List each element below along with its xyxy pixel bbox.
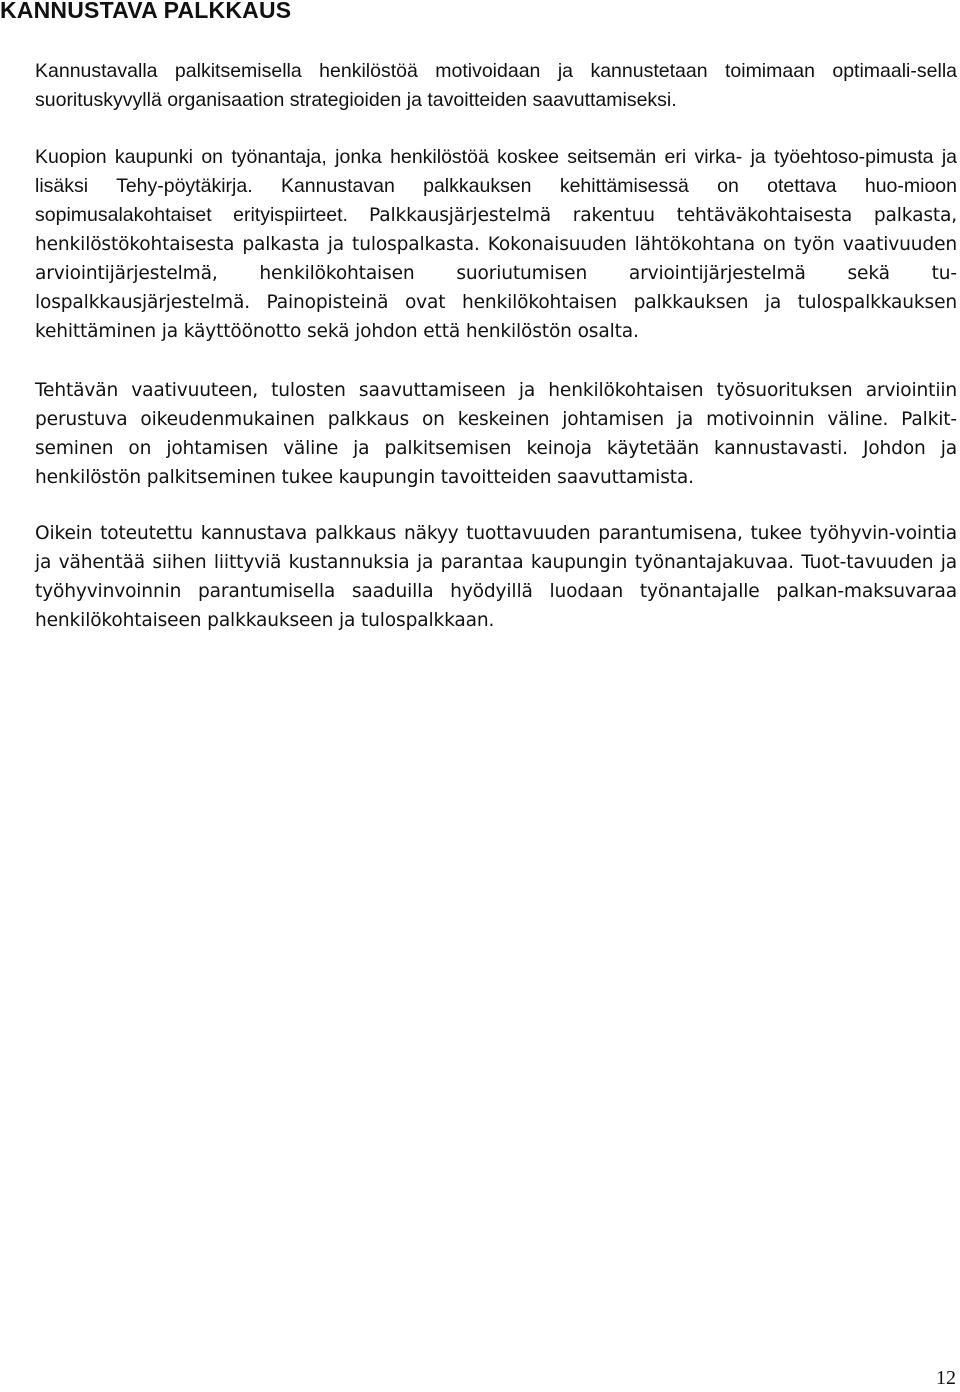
paragraph-employer — [35, 143, 957, 346]
paragraph-employer-part1: Kuopion kaupunki on työnantaja, jonka henkilöstöä koskee seitsemän eri virka- ja työehtoso-pimusta ja lisäksi Tehy-pöytäkirja. Kannustavan palkkauksen kehittämisessä on otettava huo-mioon sopimusalakohtaiset erityispiirteet. — [35, 146, 957, 226]
paragraph-employer-part2: Palkkausjärjestelmä rakentuu tehtäväkohtaisesta palkasta, henkilöstökohtaisesta palkasta ja tulospalkasta. Kokonaisuuden lähtökohtana on työn vaativuuden arviointijärjestelmä, henkilökohtaisen suoriutumisen arviointijärjestelmä sekä tu-lospalkkausjärjestelmä. Painopisteinä ovat henkilökohtaisen palkkauksen ja tulospalkkauksen kehittäminen ja käyttöönotto sekä johdon että henkilöstön osalta. — [35, 205, 958, 342]
paragraph-fair-pay: Tehtävän vaativuuteen, tulosten saavuttamiseen ja henkilökohtaisen työsuorituksen arviointiin perustuva oikeudenmukainen palkkaus on keskeinen johtamisen ja motivoinnin väline. Palkit-seminen on johtamisen väline ja palkitsemisen keinoja käytetään kannustavasti. Johdon ja henkilöstön palkitseminen tukee kaupungin tavoitteiden saavuttamista. — [35, 380, 957, 488]
page-number: 12 — [936, 1367, 956, 1389]
paragraph-productivity: Oikein toteutettu kannustava palkkaus näkyy tuottavuuden parantumisena, tukee työhyvin-vointia ja vähentää siihen liittyviä kustannuksia ja parantaa kaupungin työnantajakuvaa. Tuot-tavuuden ja työhyvinvoinnin parantumisella saaduilla hyödyillä luodaan työnantajalle palkan-maksuvaraa henkilökohtaiseen palkkaukseen ja tulospalkkaan. — [35, 523, 957, 631]
paragraph-intro: Kannustavalla palkitsemisella henkilöstöä motivoidaan ja kannustetaan toimimaan optimaali-sella suorituskyvyllä organisaation strategioiden ja tavoitteiden saavuttamiseksi. — [35, 60, 957, 111]
page-title: KANNUSTAVA PALKKAUS — [0, 0, 292, 23]
